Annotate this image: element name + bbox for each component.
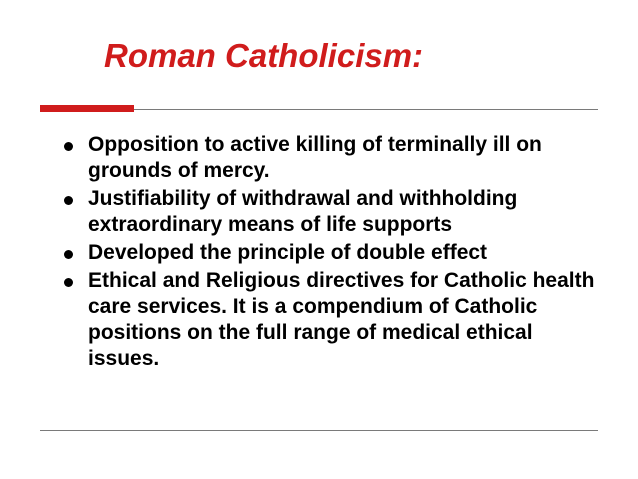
bullet-dot-icon <box>64 250 73 259</box>
bullet-text: Developed the principle of double effect <box>88 241 488 264</box>
bullet-text: Ethical and Religious directives for Catholic health care services. It is a compendium of Catholic positions on the full range of medical ethical issues. <box>88 269 595 370</box>
bullet-item <box>64 240 604 266</box>
footer-divider-line <box>40 430 598 431</box>
bullet-item <box>64 268 604 372</box>
bullet-item <box>64 132 604 184</box>
bullet-list <box>64 132 604 374</box>
bullet-item <box>64 186 604 238</box>
bullet-dot-icon <box>64 196 73 205</box>
bullet-dot-icon <box>64 278 73 287</box>
slide-title: Roman Catholicism: <box>104 37 424 74</box>
bullet-text: Justifiability of withdrawal and withholding extraordinary means of life supports <box>88 187 518 236</box>
accent-bar <box>40 105 134 112</box>
bullet-dot-icon <box>64 142 73 151</box>
bullet-text: Opposition to active killing of terminally ill on grounds of mercy. <box>88 133 542 182</box>
